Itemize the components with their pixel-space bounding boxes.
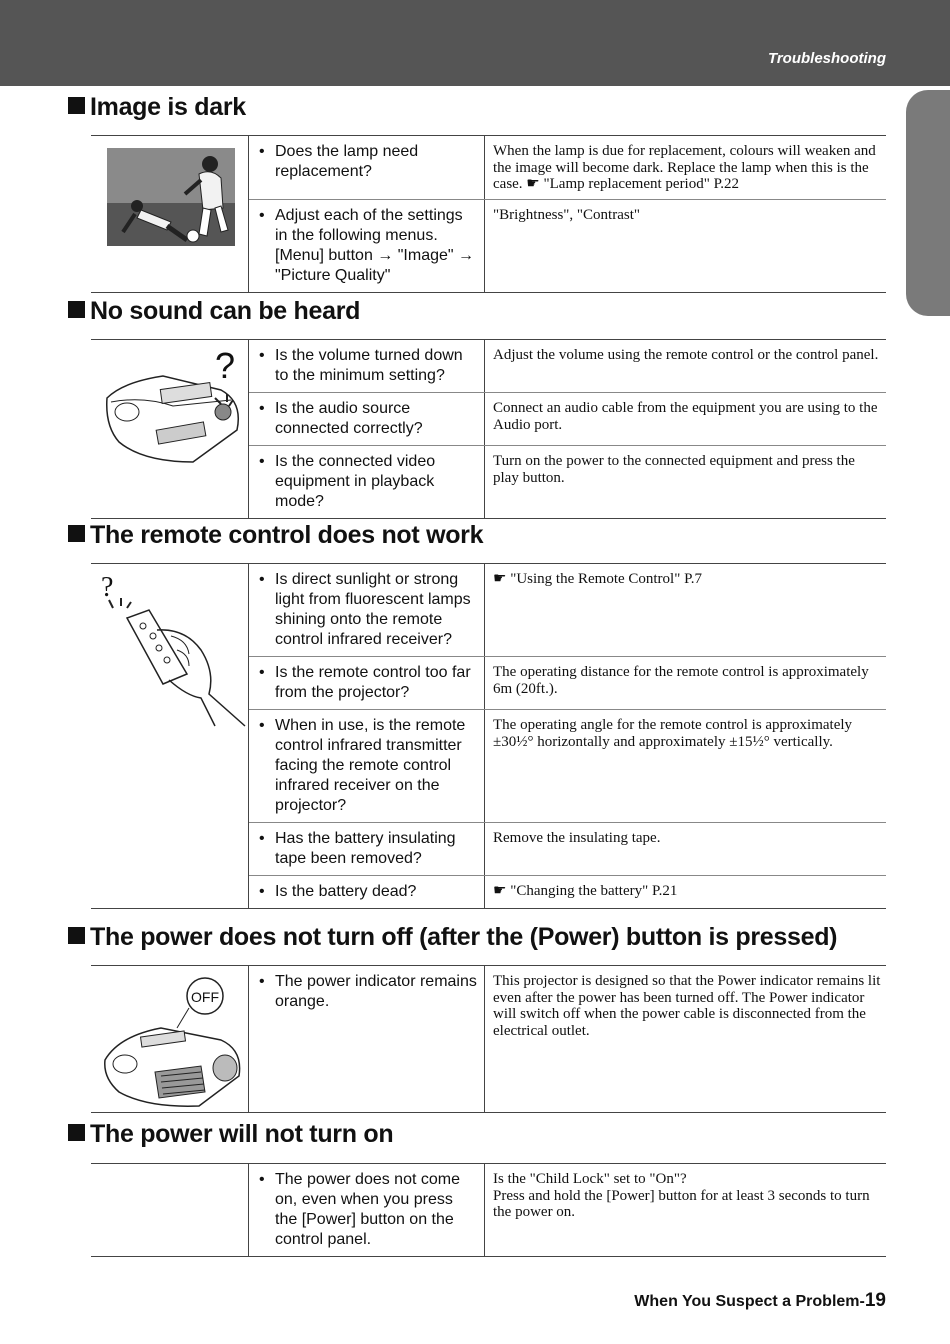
table-row: • Adjust each of the settings in the following menus. [Menu] button → "Image" → "Picture Quality" "Brightness", "Contrast" bbox=[91, 199, 886, 292]
table-power-on bbox=[91, 1163, 886, 1257]
question-text: The power indicator remains orange. bbox=[275, 973, 477, 1010]
section-title-remote: The remote control does not work bbox=[68, 521, 483, 550]
answer-text: ☛ "Changing the battery" P.21 bbox=[493, 883, 678, 899]
answer-text: Turn on the power to the connected equipment and press the play button. bbox=[493, 453, 855, 486]
question-text: Is the audio source connected correctly? bbox=[275, 400, 423, 437]
question-text: Is the battery dead? bbox=[275, 883, 417, 900]
table-row: • Has the battery insulating tape been removed? Remove the insulating tape. bbox=[91, 823, 886, 876]
question-text: Adjust each of the settings in the following menus. [Menu] button → "Image" → "Picture Quality" bbox=[275, 206, 475, 284]
table-row: • Is the audio source connected correctly? Connect an audio cable from the equipment you are using to the Audio port. bbox=[91, 393, 886, 446]
table-power-off bbox=[91, 965, 886, 1113]
projector-off-illustration bbox=[91, 966, 248, 1108]
page-number: 19 bbox=[864, 1290, 886, 1311]
section-title-power-on: The power will not turn on bbox=[68, 1120, 393, 1149]
answer-text: Connect an audio cable from the equipment you are using to the Audio port. bbox=[485, 393, 887, 446]
question-text: Is the volume turned down to the minimum setting? bbox=[275, 347, 463, 384]
answer-text: ☛ "Using the Remote Control" P.7 bbox=[485, 564, 887, 657]
image-cell bbox=[91, 564, 249, 909]
answer-text: When the lamp is due for replacement, colours will weaken and the image will become dark. Replace the lamp when this is the case. ☛ "Lamp replacement period" P.22 bbox=[485, 136, 887, 200]
table-image-dark bbox=[91, 135, 886, 293]
question-text: The power does not come on, even when you press the [Power] button on the control panel. bbox=[275, 1171, 460, 1248]
question-text: Does the lamp need replacement? bbox=[275, 143, 419, 180]
answer-text: Remove the insulating tape. bbox=[485, 823, 887, 876]
table-remote bbox=[91, 563, 886, 909]
table-row: • Is the battery dead? ☛ "Changing the battery" P.21 bbox=[91, 876, 886, 909]
off-label: OFF bbox=[191, 989, 219, 1005]
question-text: Is direct sunlight or strong light from fluorescent lamps shining onto the remote control infrared receiver? bbox=[275, 571, 471, 648]
table-row: • Is the remote control too far from the projector? The operating distance for the remote control is approximately 6m (20ft.). bbox=[91, 657, 886, 710]
side-tab bbox=[906, 90, 950, 316]
answer-text: The operating distance for the remote control is approximately 6m (20ft.). bbox=[485, 657, 887, 710]
table-row: • The power does not come on, even when you press the [Power] button on the control panel. Is the "Child Lock" set to "On"? Press and hold the [Power] button for at least 3 seconds to turn the power on. bbox=[91, 1164, 886, 1257]
svg-text:?: ? bbox=[215, 346, 236, 386]
section-title-no-sound: No sound can be heard bbox=[68, 297, 360, 326]
projector-question-illustration bbox=[91, 340, 248, 466]
answer-text: The operating angle for the remote control is approximately ±30½° horizontally and approximately ±15½° vertically. bbox=[485, 710, 887, 823]
answer-text: Adjust the volume using the remote control or the control panel. bbox=[485, 340, 887, 393]
question-text: When in use, is the remote control infrared transmitter facing the remote control infrared receiver on the projector? bbox=[275, 717, 466, 814]
question-text: Is the remote control too far from the projector? bbox=[275, 664, 471, 701]
image-cell bbox=[91, 966, 249, 1113]
table-no-sound bbox=[91, 339, 886, 519]
svg-text:?: ? bbox=[101, 572, 114, 603]
question-text: Is the connected video equipment in playback mode? bbox=[275, 453, 436, 510]
image-cell bbox=[91, 1164, 249, 1257]
answer-text: Is the "Child Lock" set to "On"? Press and hold the [Power] button for at least 3 seconds to turn the power on. bbox=[493, 1171, 870, 1220]
table-row: ? • Is the volume turned down to the minimum setting? Adjust the volume using the remote control or the control panel. bbox=[91, 340, 886, 393]
section-title-power-off: The power does not turn off (after the (Power) button is pressed) bbox=[68, 923, 837, 952]
image-cell bbox=[91, 340, 249, 519]
table-row: ? • Is direct sunlight or strong light from fluorescent lamps shining onto the remote control infrared receiver? ☛ "Using the Remote Control" P.7 bbox=[91, 564, 886, 657]
table-row: • Does the lamp need replacement? When the lamp is due for replacement, colours will weaken and the image will become dark. Replace the lamp when this is the case. ☛ "Lamp replacement period" P.22 bbox=[91, 136, 886, 200]
header-section-title: Troubleshooting bbox=[767, 50, 886, 67]
table-row: • When in use, is the remote control infrared transmitter facing the remote control infrared receiver on the projector? The operating angle for the remote control is approximately ±30½° horizontally and approximately ±15½° vertically. bbox=[91, 710, 886, 823]
image-cell bbox=[91, 136, 249, 293]
answer-text: This projector is designed so that the Power indicator remains lit even after the power has been turned off. The Power indicator will switch off when the power cable is disconnected from the electrical outlet. bbox=[493, 973, 881, 1039]
soccer-photo bbox=[91, 136, 248, 246]
remote-hand-illustration bbox=[91, 564, 248, 730]
page-footer bbox=[634, 1290, 886, 1312]
header-bar bbox=[0, 0, 950, 86]
section-title-image-dark: Image is dark bbox=[68, 93, 246, 122]
answer-text: "Brightness", "Contrast" bbox=[493, 206, 640, 223]
question-text: Has the battery insulating tape been removed? bbox=[275, 830, 456, 867]
footer-text: When You Suspect a Problem- bbox=[634, 1293, 865, 1310]
table-row: • Is the connected video equipment in playback mode? Turn on the power to the connected equipment and press the play button. bbox=[91, 446, 886, 519]
table-row: OFF • The power indicator remains orange. This projector is designed so that the Power indicator remains lit even after the power has been turned off. The Power indicator will switch off when the power cable is disconnected from the electrical outlet. bbox=[91, 966, 886, 1113]
